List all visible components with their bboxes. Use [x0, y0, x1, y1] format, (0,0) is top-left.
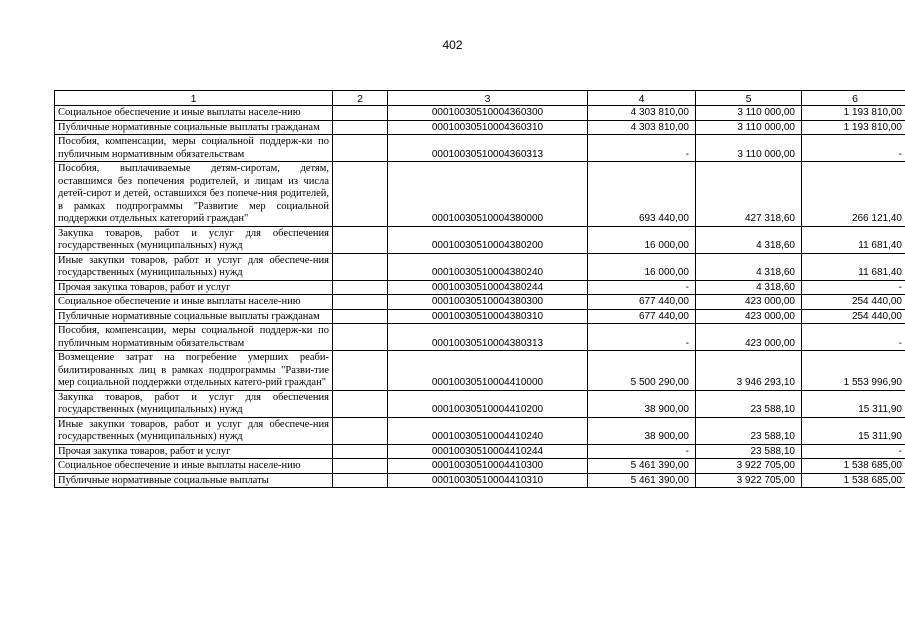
row-name: Закупка товаров, работ и услуг для обеспечения государственных (муниципальных) нужд [55, 226, 333, 253]
row-value-5: 3 946 293,10 [696, 351, 802, 391]
table-row [55, 473, 905, 488]
header-col-4: 4 [588, 91, 696, 106]
header-col-6: 6 [802, 91, 905, 106]
table-row [55, 309, 905, 324]
row-code: 00010030510004380300 [388, 295, 588, 310]
row-value-4: - [588, 444, 696, 459]
row-value-6: 15 311,90 [802, 417, 905, 444]
row-name: Пособия, компенсации, меры социальной поддерж-ки по публичным нормативным обязательствам [55, 324, 333, 351]
row-value-4: - [588, 324, 696, 351]
row-code: 00010030510004380000 [388, 162, 588, 227]
page-number: 402 [442, 38, 463, 52]
row-value-5: 423 000,00 [696, 309, 802, 324]
row-name: Публичные нормативные социальные выплаты [55, 473, 333, 488]
row-value-4: 16 000,00 [588, 226, 696, 253]
row-value-6: 11 681,40 [802, 253, 905, 280]
row-col2 [333, 162, 388, 227]
table-row [55, 324, 905, 351]
header-row [55, 91, 905, 106]
row-col2 [333, 295, 388, 310]
row-name: Пособия, компенсации, меры социальной поддерж-ки по публичным нормативным обязательствам [55, 135, 333, 162]
header-col-1: 1 [55, 91, 333, 106]
row-name: Социальное обеспечение и иные выплаты населе-нию [55, 459, 333, 474]
table-row [55, 459, 905, 474]
row-value-5: 23 588,10 [696, 444, 802, 459]
row-value-5: 23 588,10 [696, 390, 802, 417]
row-col2 [333, 120, 388, 135]
row-col2 [333, 280, 388, 295]
table-row [55, 253, 905, 280]
table-row [55, 135, 905, 162]
row-value-5: 4 318,60 [696, 280, 802, 295]
row-col2 [333, 309, 388, 324]
row-code: 00010030510004380313 [388, 324, 588, 351]
row-value-4: 38 900,00 [588, 417, 696, 444]
table-row [55, 390, 905, 417]
header-col-5: 5 [696, 91, 802, 106]
row-col2 [333, 417, 388, 444]
row-value-5: 3 922 705,00 [696, 459, 802, 474]
row-code: 00010030510004380244 [388, 280, 588, 295]
row-value-6: - [802, 444, 905, 459]
row-value-5: 423 000,00 [696, 295, 802, 310]
row-name: Публичные нормативные социальные выплаты гражданам [55, 309, 333, 324]
table-row [55, 295, 905, 310]
row-code: 00010030510004360310 [388, 120, 588, 135]
row-code: 00010030510004410240 [388, 417, 588, 444]
row-value-6: - [802, 135, 905, 162]
row-value-4: 677 440,00 [588, 309, 696, 324]
row-col2 [333, 106, 388, 121]
row-name: Иные закупки товаров, работ и услуг для обеспече-ния государственных (муниципальных) нужд [55, 253, 333, 280]
row-code: 00010030510004410000 [388, 351, 588, 391]
table-row [55, 417, 905, 444]
row-value-5: 4 318,60 [696, 253, 802, 280]
row-code: 00010030510004410200 [388, 390, 588, 417]
row-col2 [333, 444, 388, 459]
row-col2 [333, 324, 388, 351]
row-value-6: 1 538 685,00 [802, 459, 905, 474]
row-value-4: 5 461 390,00 [588, 459, 696, 474]
row-value-4: 4 303 810,00 [588, 106, 696, 121]
row-value-5: 3 110 000,00 [696, 120, 802, 135]
row-value-4: - [588, 280, 696, 295]
table-row [55, 120, 905, 135]
row-value-4: 5 461 390,00 [588, 473, 696, 488]
table-row [55, 226, 905, 253]
row-value-5: 3 922 705,00 [696, 473, 802, 488]
row-col2 [333, 226, 388, 253]
row-value-5: 23 588,10 [696, 417, 802, 444]
row-value-4: 4 303 810,00 [588, 120, 696, 135]
row-code: 00010030510004410300 [388, 459, 588, 474]
row-name: Социальное обеспечение и иные выплаты населе-нию [55, 295, 333, 310]
row-code: 00010030510004380200 [388, 226, 588, 253]
row-value-4: 38 900,00 [588, 390, 696, 417]
row-col2 [333, 473, 388, 488]
row-col2 [333, 351, 388, 391]
header-col-3: 3 [388, 91, 588, 106]
row-col2 [333, 253, 388, 280]
table-row [55, 351, 905, 391]
row-value-6: 15 311,90 [802, 390, 905, 417]
row-col2 [333, 135, 388, 162]
row-value-6: 254 440,00 [802, 309, 905, 324]
row-value-6: 1 553 996,90 [802, 351, 905, 391]
row-value-6: 11 681,40 [802, 226, 905, 253]
row-name: Иные закупки товаров, работ и услуг для обеспече-ния государственных (муниципальных) нужд [55, 417, 333, 444]
table-row [55, 106, 905, 121]
row-col2 [333, 390, 388, 417]
row-value-5: 3 110 000,00 [696, 135, 802, 162]
row-col2 [333, 459, 388, 474]
table-row [55, 444, 905, 459]
budget-table [54, 90, 905, 488]
row-name: Возмещение затрат на погребение умерших реаби-билитированных лиц в рамках подпрограммы "Разви-тие мер социальной поддержки отдельных катего-рий граждан" [55, 351, 333, 391]
row-name: Публичные нормативные социальные выплаты гражданам [55, 120, 333, 135]
row-value-6: 1 193 810,00 [802, 120, 905, 135]
row-value-4: - [588, 135, 696, 162]
row-code: 00010030510004380310 [388, 309, 588, 324]
table-body [55, 106, 905, 488]
row-code: 00010030510004410310 [388, 473, 588, 488]
row-code: 00010030510004360300 [388, 106, 588, 121]
row-value-4: 693 440,00 [588, 162, 696, 227]
row-value-5: 423 000,00 [696, 324, 802, 351]
row-code: 00010030510004410244 [388, 444, 588, 459]
row-value-6: - [802, 280, 905, 295]
row-value-6: 1 193 810,00 [802, 106, 905, 121]
row-value-4: 5 500 290,00 [588, 351, 696, 391]
row-value-4: 677 440,00 [588, 295, 696, 310]
row-code: 00010030510004380240 [388, 253, 588, 280]
header-col-2: 2 [333, 91, 388, 106]
row-value-6: - [802, 324, 905, 351]
row-value-6: 266 121,40 [802, 162, 905, 227]
row-name: Пособия, выплачиваемые детям-сиротам, детям, оставшимся без попечения родителей, и лицам из числа детей-сирот и детей, оставшихся без попече-ния родителей, в рамках подпрограммы "Развитие мер социальной поддержки отдельных категорий граждан" [55, 162, 333, 227]
row-name: Закупка товаров, работ и услуг для обеспечения государственных (муниципальных) нужд [55, 390, 333, 417]
row-value-6: 254 440,00 [802, 295, 905, 310]
row-name: Прочая закупка товаров, работ и услуг [55, 444, 333, 459]
row-name: Прочая закупка товаров, работ и услуг [55, 280, 333, 295]
table-row [55, 162, 905, 227]
row-value-6: 1 538 685,00 [802, 473, 905, 488]
row-value-5: 4 318,60 [696, 226, 802, 253]
row-value-4: 16 000,00 [588, 253, 696, 280]
row-value-5: 427 318,60 [696, 162, 802, 227]
table-row [55, 280, 905, 295]
row-code: 00010030510004360313 [388, 135, 588, 162]
row-name: Социальное обеспечение и иные выплаты населе-нию [55, 106, 333, 121]
row-value-5: 3 110 000,00 [696, 106, 802, 121]
